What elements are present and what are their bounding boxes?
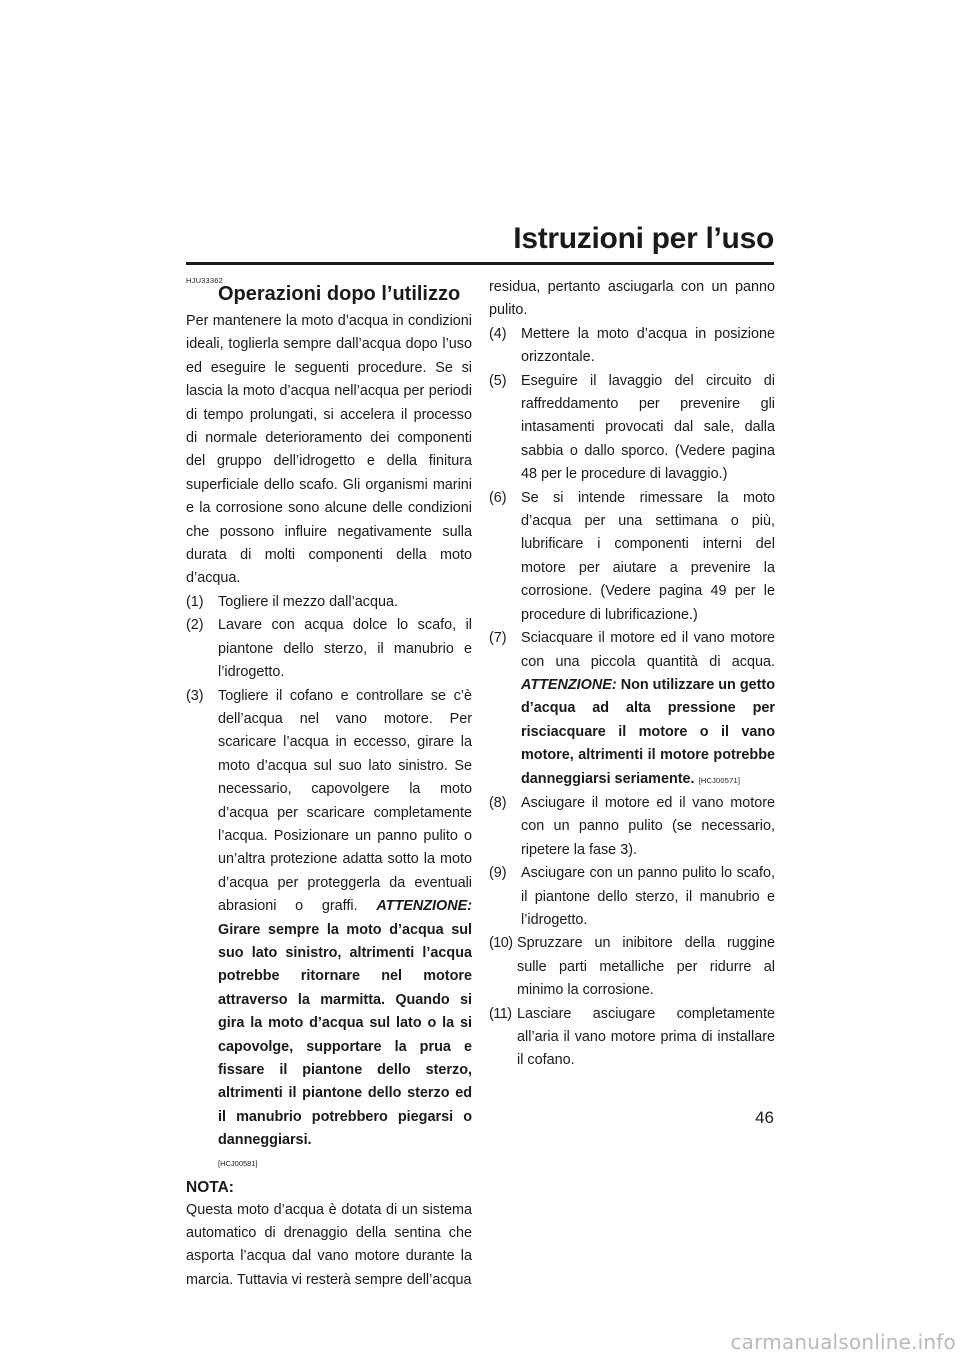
step-text: Togliere il cofano e controllare se c’è dell’acqua nel vano motore. Per scaricare l’acqua in eccesso, girare la moto d’acqua sul suo lato sinistro. Se necessario, capovolgere la moto d’acqua per scaricare completamente l’acqua. Posizionare un panno pulito o un’altra protezione adatta sotto la moto d’acqua per proteggerla da eventuali abrasioni o graffi. (218, 687, 472, 915)
step-11 (489, 1003, 775, 1073)
warning-label: ATTENZIONE: (521, 676, 617, 693)
step-text: Se si intende rimessare la moto d’acqua per una settimana o più, lubrificare i componenti interni del motore per aiutare a prevenire la corrosione. (Vedere pagina 49 per le procedure di lubrificazione.) (521, 489, 775, 623)
step-9 (489, 862, 775, 932)
section-code: HJU33362 (186, 276, 224, 285)
step-number: (7) (489, 630, 507, 647)
page-header-title: Istruzioni per l’uso (513, 222, 774, 255)
page-number: 46 (755, 1108, 774, 1127)
step-5 (489, 370, 775, 487)
step-8 (489, 792, 775, 862)
warning-label: ATTENZIONE: (376, 898, 472, 915)
step-number: (5) (489, 372, 507, 389)
step-4 (489, 323, 775, 370)
step-number: (6) (489, 489, 507, 506)
step-2 (186, 614, 472, 684)
watermark: carmanualsonline.info (730, 1330, 956, 1354)
left-column (186, 276, 472, 1292)
step-number: (3) (186, 687, 204, 704)
step-text: Spruzzare un inibitore della ruggine sulle parti metalliche per ridurre al minimo la corrosione. (517, 935, 775, 999)
section-title: Operazioni dopo l’utilizzo (218, 283, 461, 305)
step-1 (186, 591, 472, 614)
step-10 (489, 932, 775, 1002)
step-number: (2) (186, 617, 204, 634)
step-text: Mettere la moto d’acqua in posizione orizzontale. (521, 325, 775, 366)
step-number: (9) (489, 865, 507, 882)
step-number: (1) (186, 593, 204, 610)
warning-text: Non utilizzare un getto d’acqua ad alta pressione per risciacquare il motore o il vano motore, altrimenti il motore potrebbe danneggiarsi seriamente. (521, 676, 776, 787)
step-number: (8) (489, 794, 507, 811)
step-text: Eseguire il lavaggio del circuito di raffreddamento per prevenire gli intasamenti provocati dal sale, dalla sabbia o dallo sporco. (Vedere pagina 48 per le procedure di lavaggio.) (521, 372, 775, 483)
step-text: Sciacquare il motore ed il vano motore con una piccola quantità di acqua. (521, 630, 775, 670)
step-text: Lavare con acqua dolce lo scafo, il piantone dello sterzo, il manubrio e l’idrogetto. (218, 617, 472, 681)
warning-ref-code: [HCJ00581] (218, 1158, 258, 1168)
intro-paragraph: Per mantenere la moto d’acqua in condizioni ideali, toglierla sempre dall’acqua dopo l’uso ed eseguire le seguenti procedure. Se si lascia la moto d’acqua nell’acqua per periodi di tempo prolungati, si accelera il processo di normale deterioramento dei componenti del gruppo dell’idrogetto e della finitura superficiale dello scafo. Gli organismi marini e la corrosione sono alcune delle condizioni che possono influire negativamente sulla durata di molti componenti della moto d’acqua. (186, 313, 472, 587)
warning-text: Girare sempre la moto d’acqua sul suo lato sinistro, altrimenti l’acqua potrebbe ritornare nel motore attraverso la marmitta. Quando si gira la moto d’acqua sul lato o la si capovolge, supportare la prua e fissare il piantone dello sterzo, altrimenti il piantone dello sterzo ed il manubrio potrebbero piegarsi o danneggiarsi. (218, 921, 472, 1149)
nota-text-continued: residua, pertanto asciugarla con un panno pulito. (489, 279, 775, 319)
step-text: Asciugare con un panno pulito lo scafo, il piantone dello sterzo, il manubrio e l’idrogetto. (521, 865, 775, 928)
step-text: Lasciare asciugare completamente all’aria il vano motore prima di installare il cofano. (517, 1005, 775, 1069)
step-number: (11) (489, 1005, 512, 1022)
step-6 (489, 487, 775, 627)
nota-text: Questa moto d’acqua è dotata di un sistema automatico di drenaggio della sentina che asporta l’acqua dal vano motore durante la marcia. Tuttavia vi resterà sempre dell’acqua (186, 1201, 472, 1288)
step-7 (489, 627, 775, 792)
step-number: (10) (489, 935, 513, 952)
right-column (489, 276, 775, 1073)
warning-ref-code: [HCJ00571] (698, 775, 741, 785)
header-rule (186, 262, 774, 265)
step-3 (186, 685, 472, 1153)
step-text: Togliere il mezzo dall’acqua. (218, 593, 398, 610)
step-number: (4) (489, 325, 507, 342)
step-text: Asciugare il motore ed il vano motore con un panno pulito (se necessario, ripetere la fase 3). (521, 794, 775, 858)
nota-label: NOTA: (186, 1178, 234, 1196)
